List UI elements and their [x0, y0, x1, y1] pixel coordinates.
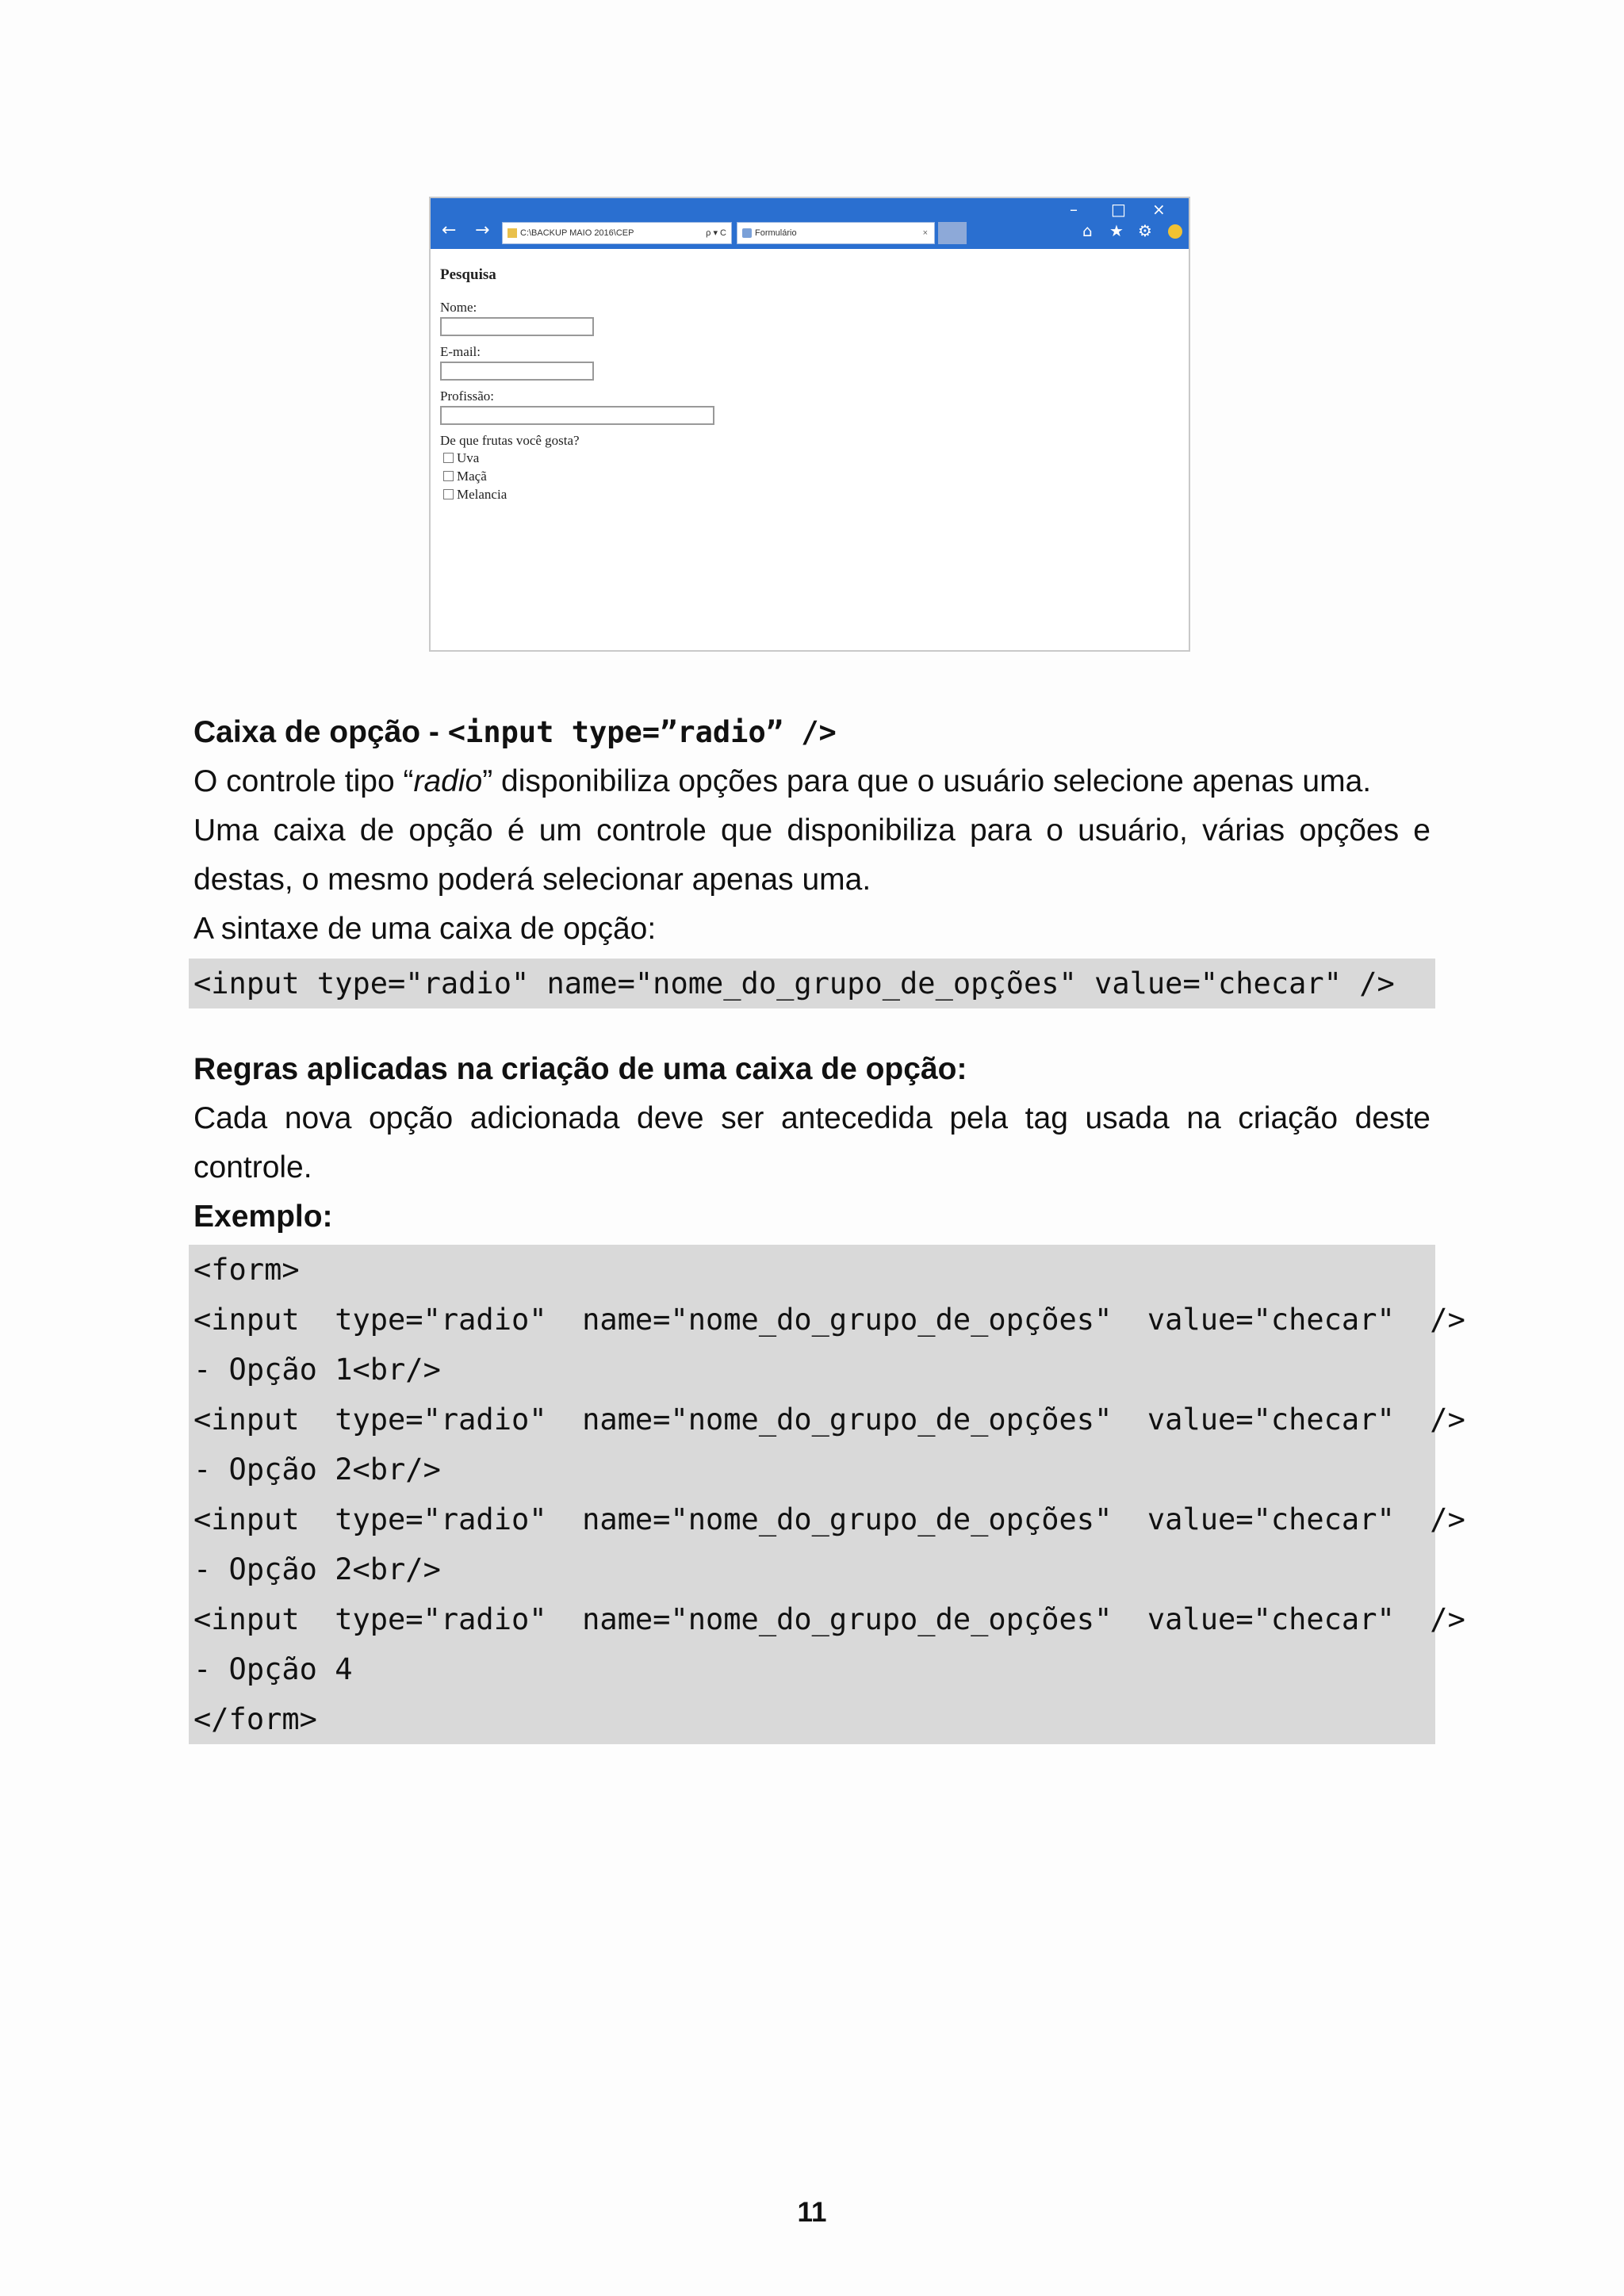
settings-gear-icon[interactable]: ⚙: [1138, 221, 1152, 240]
profissao-input[interactable]: [440, 406, 714, 425]
browser-screenshot: [429, 197, 1190, 652]
checkbox-melancia[interactable]: [443, 489, 454, 499]
example-label: Exemplo:: [193, 1200, 333, 1234]
option-maca[interactable]: Maçã: [443, 467, 714, 485]
tab-title: Formulário: [755, 228, 797, 238]
checkbox-uva[interactable]: [443, 453, 454, 463]
nome-label: Nome:: [440, 300, 477, 315]
tab-page-icon: [742, 228, 752, 238]
back-icon[interactable]: ←: [442, 220, 457, 240]
new-tab-button[interactable]: [938, 222, 967, 244]
rules-paragraph: Cada nova opção adicionada deve ser antecedida pela tag usada na criação deste controle.: [193, 1101, 1431, 1184]
fruit-question: De que frutas você gosta?: [440, 433, 580, 448]
rules-heading: Regras aplicadas na criação de uma caixa de opção:: [193, 1052, 967, 1086]
tab-formulario[interactable]: [737, 222, 935, 244]
nome-input[interactable]: [440, 317, 594, 336]
profissao-label: Profissão:: [440, 388, 494, 404]
code-line: <input type="radio" name="nome_do_grupo_de_opções" value="checar" />: [193, 1502, 1465, 1536]
address-search-refresh-icons[interactable]: ρ ▾ C: [706, 228, 726, 238]
browser-titlebar: [431, 198, 1189, 249]
code-line: </form>: [193, 1702, 317, 1736]
address-text: C:\BACKUP MAIO 2016\CEP: [520, 228, 634, 238]
address-bar[interactable]: [502, 222, 732, 244]
tab-close-icon[interactable]: ×: [922, 228, 928, 238]
code-line: - Opção 1<br/>: [193, 1353, 441, 1387]
code-line: <form>: [193, 1253, 300, 1287]
page-number: 11: [797, 2197, 827, 2228]
option-melancia[interactable]: Melancia: [443, 485, 714, 503]
code-line: - Opção 2<br/>: [193, 1452, 441, 1487]
email-label: E-mail:: [440, 344, 481, 359]
option-uva[interactable]: Uva: [443, 449, 714, 467]
form-heading: Pesquisa: [440, 266, 496, 283]
syntax-code-block: [189, 959, 1435, 1008]
code-line: - Opção 2<br/>: [193, 1552, 441, 1586]
form-preview: [440, 266, 714, 503]
code-line: <input type="radio" name="nome_do_grupo_de_opções" value="checar" />: [193, 1402, 1465, 1437]
checkbox-maca[interactable]: [443, 471, 454, 481]
paragraph-radio-description: Uma caixa de opção é um controle que disponibiliza para o usuário, várias opções e destas, o mesmo poderá selecionar apenas uma.: [193, 813, 1431, 897]
close-icon[interactable]: ×: [1152, 200, 1166, 219]
page-icon: [508, 228, 517, 238]
home-icon[interactable]: ⌂: [1082, 221, 1093, 240]
code-line: <input type="radio" name="nome_do_grupo_de_opções" value="checar" />: [193, 1602, 1465, 1636]
example-code-block: [189, 1245, 1465, 1744]
code-line: <input type="radio" name="nome_do_grupo_de_opções" value="checar" />: [193, 1303, 1465, 1337]
paragraph-radio-intro: O controle tipo “radio” disponibiliza opções para que o usuário selecione apenas uma.: [193, 764, 1372, 798]
code-line: - Opção 4: [193, 1652, 353, 1686]
minimize-icon[interactable]: –: [1070, 200, 1078, 219]
section-heading-radio: Caixa de opção - <input type=”radio” />: [193, 715, 837, 749]
syntax-intro: A sintaxe de uma caixa de opção:: [193, 912, 657, 946]
syntax-code-line: <input type="radio" name="nome_do_grupo_de_opções" value="checar" />: [193, 966, 1395, 1001]
forward-icon[interactable]: →: [475, 220, 490, 240]
maximize-icon[interactable]: □: [1111, 200, 1126, 219]
favorites-star-icon[interactable]: ★: [1109, 221, 1124, 240]
email-input[interactable]: [440, 362, 594, 381]
heading-code: <input type=”radio” />: [447, 715, 837, 749]
feedback-smiley-icon[interactable]: [1168, 224, 1182, 239]
